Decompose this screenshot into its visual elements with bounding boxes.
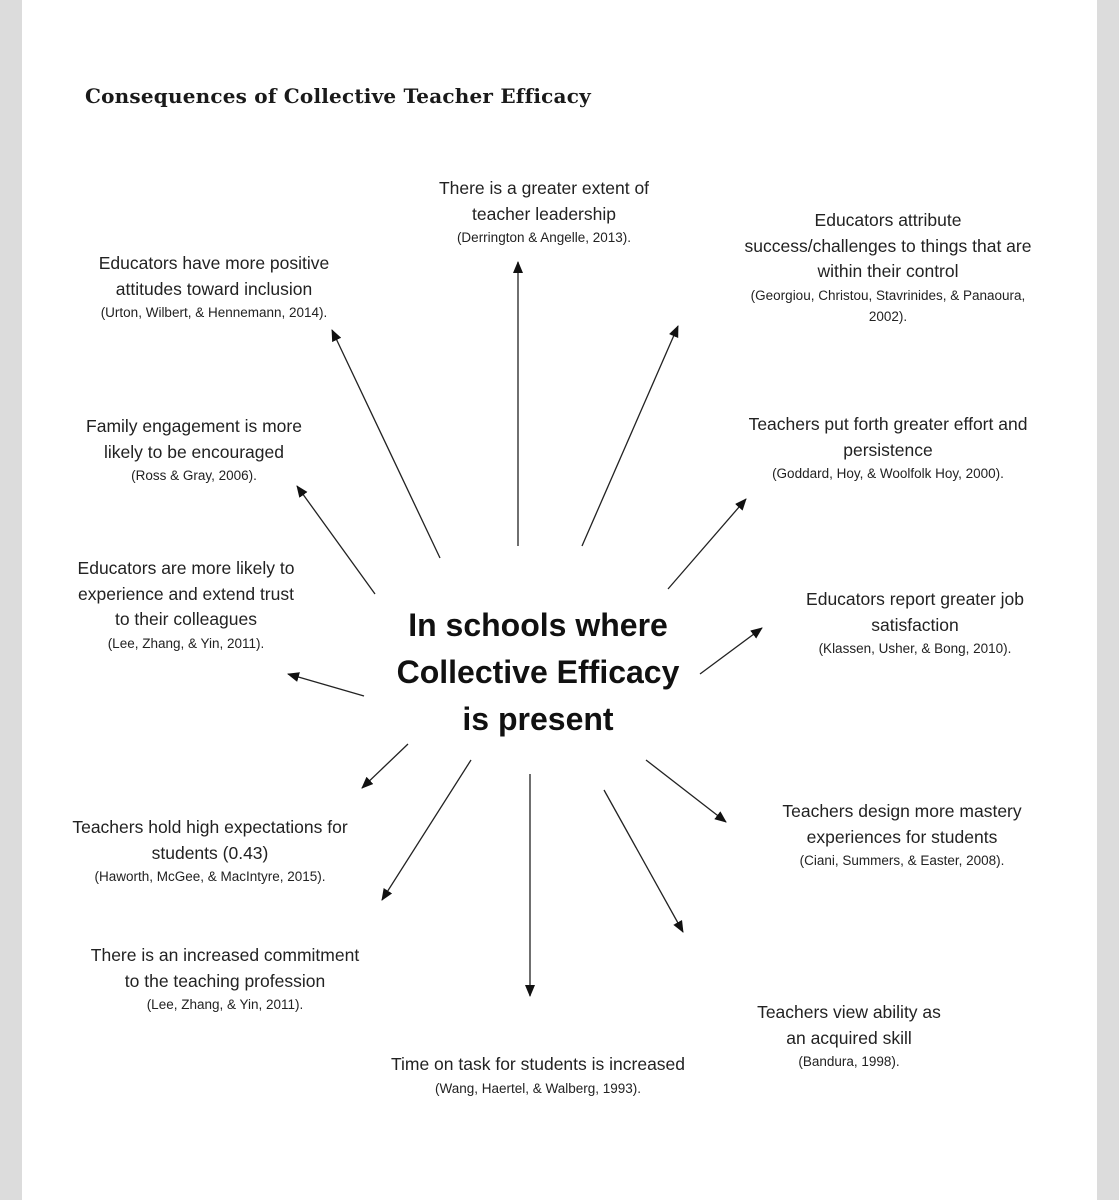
arrow-commitment [382, 760, 471, 900]
central-statement: In schools where Collective Efficacy is present [396, 607, 680, 737]
consequence-text: Family engagement is more likely to be encouraged [86, 416, 302, 462]
consequence-job-satisfaction [770, 587, 1060, 659]
consequence-teacher-leadership [384, 176, 704, 248]
consequence-family-engagement [44, 414, 344, 486]
arrow-effort-persistence [668, 499, 746, 589]
consequence-time-on-task [358, 1052, 718, 1099]
consequence-ability-skill [724, 1000, 974, 1072]
consequence-text: There is a greater extent of teacher leadership [438, 178, 650, 224]
consequence-text: Educators report greater job satisfaction [806, 589, 1024, 635]
arrow-mastery-experiences [646, 760, 726, 822]
consequence-text: Teachers view ability as an acquired skill [757, 1002, 941, 1048]
consequence-trust [36, 556, 336, 654]
consequence-mastery-experiences [752, 799, 1052, 871]
consequence-citation: (Klassen, Usher, & Bong, 2010). [818, 641, 1012, 656]
consequence-text: Teachers design more mastery experiences for students [782, 801, 1022, 847]
consequence-citation: (Lee, Zhang, & Yin, 2011). [107, 635, 265, 651]
consequence-text: Educators have more positive attitudes toward inclusion [98, 253, 330, 299]
arrow-inclusion [332, 330, 440, 558]
consequence-citation: (Ross & Gray, 2006). [131, 468, 257, 483]
consequence-commitment [60, 943, 390, 1015]
consequence-citation: (Haworth, McGee, & MacIntyre, 2015). [94, 869, 326, 884]
consequence-inclusion [54, 251, 374, 323]
consequence-text: There is an increased commitment to the teaching profession [90, 945, 360, 991]
consequence-citation: (Georgiou, Christou, Stavrinides, & Panaoura, 2002). [750, 287, 1026, 324]
consequence-text: Teachers put forth greater effort and persistence [748, 414, 1028, 460]
consequence-citation: (Ciani, Summers, & Easter, 2008). [799, 853, 1005, 868]
consequence-high-expectations [45, 815, 375, 887]
diagram-title: Consequences of Collective Teacher Efficacy [85, 84, 591, 108]
consequence-text: Educators attribute success/challenges to things that are within their control [744, 210, 1032, 281]
consequence-text: Teachers hold high expectations for students (0.43) [72, 817, 348, 863]
consequence-attribute-success [698, 208, 1078, 327]
consequence-citation: (Derrington & Angelle, 2013). [456, 230, 632, 245]
arrow-attribute-success [582, 326, 678, 546]
arrow-trust [288, 674, 364, 696]
consequence-effort-persistence [718, 412, 1058, 484]
consequence-citation: (Lee, Zhang, & Yin, 2011). [146, 997, 304, 1012]
arrow-ability-skill [604, 790, 683, 932]
consequence-text: Educators are more likely to experience and extend trust to their colleagues [77, 558, 295, 629]
consequence-citation: (Bandura, 1998). [798, 1054, 900, 1069]
consequence-citation: (Urton, Wilbert, & Hennemann, 2014). [100, 305, 328, 320]
arrow-high-expectations [362, 744, 408, 788]
consequence-text: Time on task for students is increased [390, 1054, 686, 1074]
consequence-citation: (Wang, Haertel, & Walberg, 1993). [434, 1080, 642, 1096]
consequence-citation: (Goddard, Hoy, & Woolfolk Hoy, 2000). [772, 466, 1004, 481]
